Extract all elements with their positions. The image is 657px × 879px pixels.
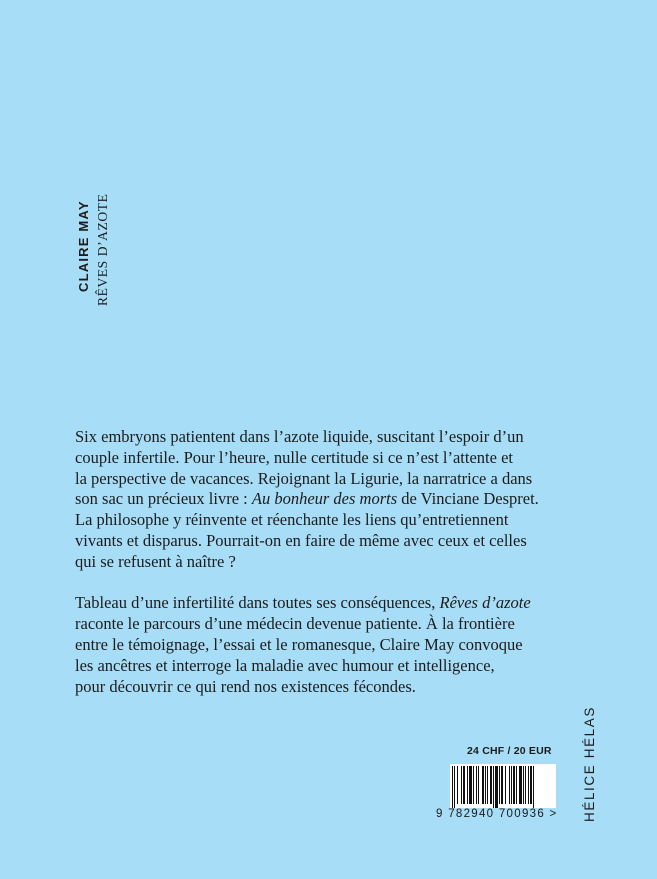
barcode-bar [519, 766, 522, 804]
barcode-bar [473, 766, 474, 804]
book-title: RÊVES D’AZOTE [95, 193, 110, 306]
blurb-line [75, 593, 575, 614]
isbn-number: 9 782940 700936 > [436, 808, 558, 820]
book-title-inline: Rêves d’azote [439, 593, 531, 613]
barcode-bar [530, 766, 532, 804]
blurb-line: couple infertile. Pour l’heure, nulle certitude si ce n’est l’attente et [75, 447, 513, 467]
blurb-paragraph-1 [75, 427, 575, 573]
barcode-bar [454, 766, 455, 808]
blurb-line: qui se refusent à naître ? [75, 551, 236, 571]
barcode-bar [511, 766, 512, 804]
publisher-name: HÉLICE HÉLAS [582, 706, 597, 822]
barcode-bar [461, 766, 462, 804]
blurb-line [75, 489, 575, 510]
blurb-line: les ancêtres et interroge la maladie avec humour et intelligence, [75, 655, 495, 675]
barcode-bar [525, 766, 526, 804]
barcode-bar [476, 766, 477, 804]
blurb-text [75, 427, 575, 697]
blurb-text-run: son sac un précieux livre : [75, 489, 252, 509]
barcode-bar [467, 766, 468, 804]
blurb-line: pour découvrir ce qui rend nos existences fécondes. [75, 676, 416, 696]
barcode-bar [513, 766, 515, 804]
barcode-bar [493, 766, 494, 808]
barcode-bar [482, 766, 484, 804]
barcode-bar [495, 766, 498, 808]
barcode-bar [499, 766, 500, 804]
barcode-bar [469, 766, 472, 804]
barcode-bar [490, 766, 492, 804]
price-label: 24 CHF / 20 EUR [467, 745, 552, 757]
blurb-line: Six embryons patientent dans l’azote liquide, suscitant l’espoir d’un [75, 427, 524, 446]
barcode-bar [505, 766, 506, 804]
barcode-bar [478, 766, 479, 804]
blurb-line: la perspective de vacances. Rejoignant la Ligurie, la narratrice a dans [75, 468, 533, 488]
cited-book-title: Au bonheur des morts [251, 489, 398, 509]
author-name: CLAIRE MAY [76, 200, 91, 292]
barcode-bar [509, 766, 510, 804]
barcode-bar [501, 766, 503, 804]
author-title-block [72, 190, 112, 310]
blurb-paragraph-2 [75, 593, 575, 697]
blurb-line: raconte le parcours d’une médecin devenue patiente. À la frontière [75, 614, 515, 634]
barcode-bar [457, 766, 458, 804]
barcode-bar [463, 766, 465, 804]
barcode-bar [487, 766, 488, 804]
barcode-bar [516, 766, 517, 804]
barcode-bar [528, 766, 529, 804]
blurb-text-run: de Vinciane Despret. [397, 489, 539, 509]
barcode-bar [523, 766, 524, 804]
barcode-bar [452, 766, 453, 808]
blurb-line: La philosophe y réinvente et réenchante les liens qu’entretiennent [75, 510, 509, 530]
barcode-bar [533, 766, 534, 808]
barcode-bar [485, 766, 486, 804]
blurb-line: vivants et disparus. Pourrait-on en faire de même avec ceux et celles [75, 530, 527, 550]
blurb-text-run: Tableau d’une infertilité dans toutes ses conséquences, [75, 593, 440, 613]
barcode-bars [450, 764, 556, 808]
barcode [450, 764, 556, 808]
blurb-line: entre le témoignage, l’essai et le romanesque, Claire May convoque [75, 634, 523, 654]
